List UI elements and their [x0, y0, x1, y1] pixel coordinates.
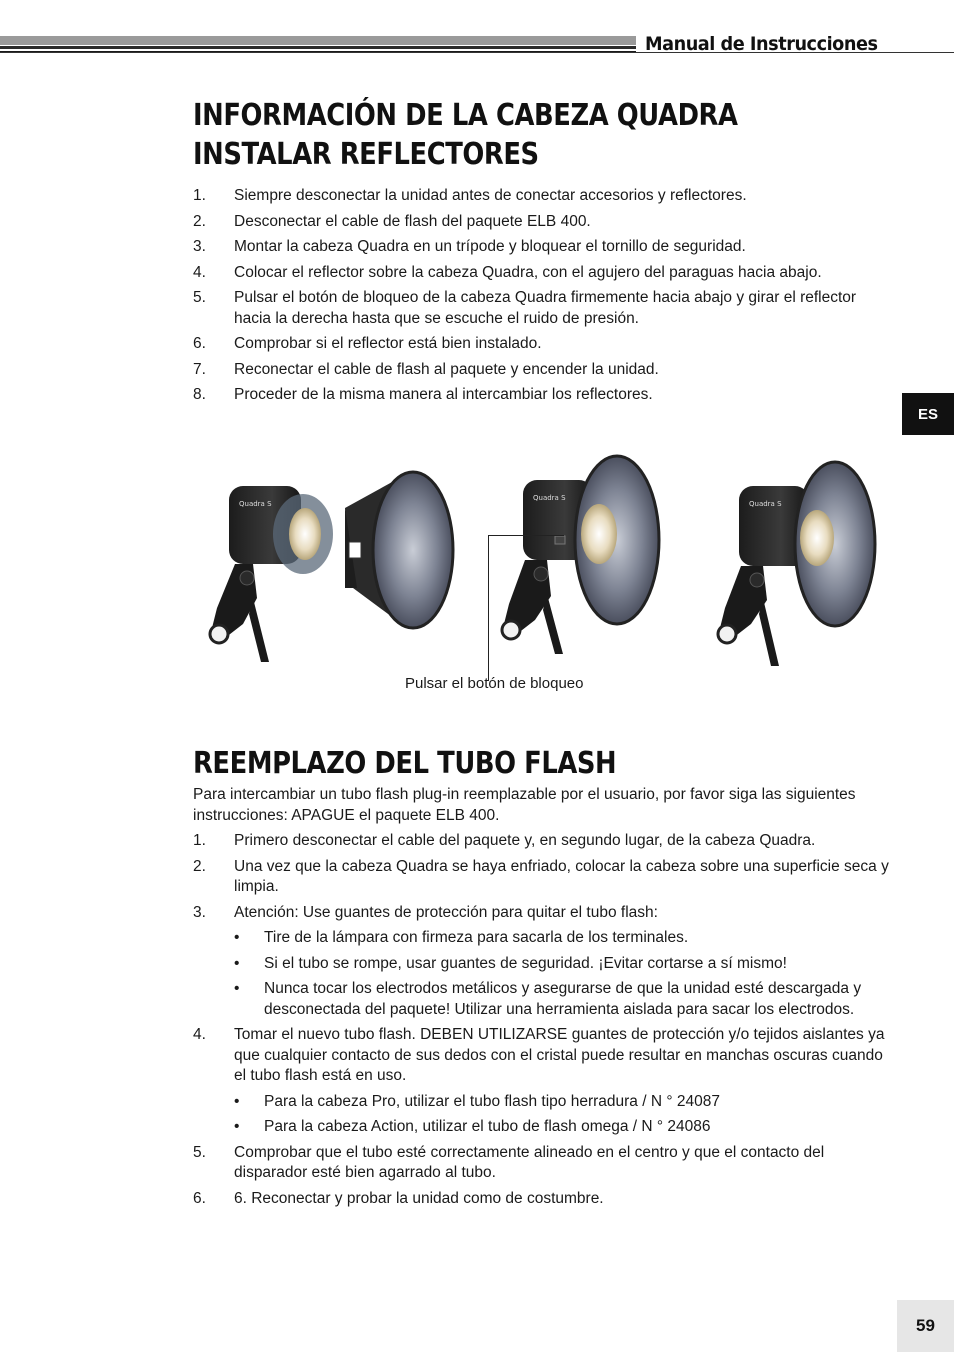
step-number: 2. — [193, 212, 206, 230]
step-text: Primero desconectar el cable del paquete y, en segundo lugar, de la cabeza Quadra. — [234, 832, 816, 849]
bullet-item: • Si el tubo se rompe, usar guantes de seguridad. ¡Evitar cortarse a sí mismo! — [234, 954, 787, 972]
bullet-item: • Tire de la lámpara con firmeza para sacarla de los terminales. — [234, 929, 689, 946]
step-text: Proceder de la misma manera al intercambiar los reflectores. — [234, 386, 653, 403]
header-title: Manual de Instrucciones — [645, 33, 878, 55]
step-text: Comprobar que el tubo esté correctamente alineado en el centro y que el contacto del disparador esté bien agarrado al tubo. — [234, 1143, 825, 1181]
step-number: 6. — [193, 335, 206, 352]
list-item — [193, 334, 893, 355]
section1-title-line2: INSTALAR REFLECTORES — [193, 137, 539, 172]
section2-steps — [193, 831, 893, 1214]
callout-line — [488, 535, 564, 536]
bullet-item: • Nunca tocar los electrodos metálicos y asegurarse de que la unidad esté descargada y desconectada del paquete! Utilizar una herramienta aislada para sacar los electrodos. — [234, 980, 862, 1018]
page-number: 59 — [897, 1300, 954, 1352]
step-text: Una vez que la cabeza Quadra se haya enfriado, colocar la cabeza sobre una superficie seca y limpia. — [234, 857, 889, 895]
step-text: Pulsar el botón de bloqueo de la cabeza Quadra firmemente hacia abajo y girar el reflector hacia la derecha hasta que se escuche el ruido de presión. — [234, 289, 857, 327]
step-text: Desconectar el cable de flash del paquete ELB 400. — [234, 212, 591, 230]
header-bars — [0, 36, 636, 53]
step-text: Montar la cabeza Quadra en un trípode y bloquear el tornillo de seguridad. — [234, 238, 746, 255]
section1-steps — [193, 186, 893, 411]
list-item — [193, 186, 893, 207]
step-number: 4. — [193, 263, 206, 281]
section1-title-line1: INFORMACIÓN DE LA CABEZA QUADRA — [193, 98, 738, 133]
list-item — [193, 385, 893, 406]
bullet-list — [234, 928, 893, 1020]
list-item — [193, 1143, 893, 1184]
list-item — [193, 1189, 893, 1210]
head-label: Quadra S — [533, 494, 566, 502]
step-number: 5. — [193, 289, 206, 306]
language-tab: ES — [902, 393, 954, 435]
step-text: Colocar el reflector sobre la cabeza Quadra, con el agujero del paraguas hacia abajo. — [234, 263, 822, 281]
flash-head-1 — [210, 486, 333, 662]
step-number: 1. — [193, 832, 206, 849]
step-text: Tomar el nuevo tubo flash. DEBEN UTILIZARSE guantes de protección y/o tejidos aislantes ya que cualquier contacto de sus dedos con el cristal puede resultar en manchas oscuras cuando el tubo flash está en uso. — [234, 1026, 885, 1084]
step-text: 6. Reconectar y probar la unidad como de costumbre. — [234, 1189, 604, 1207]
flash-head-3 — [718, 462, 875, 666]
head-label: Quadra S — [749, 500, 782, 508]
step-text: Siempre desconectar la unidad antes de conectar accesorios y reflectores. — [234, 187, 747, 204]
list-item — [193, 237, 893, 258]
step-number: 8. — [193, 386, 206, 403]
list-item — [193, 212, 893, 233]
bullet-item: • Para la cabeza Pro, utilizar el tubo flash tipo herradura / N ° 24087 — [234, 1092, 720, 1110]
flash-head-2 — [502, 456, 659, 654]
step-number: 2. — [193, 857, 206, 875]
bullet-text: Tire de la lámpara con firmeza para sacarla de los terminales. — [264, 929, 689, 946]
step-number: 3. — [193, 238, 206, 255]
bullet-text: Para la cabeza Action, utilizar el tubo de flash omega / N ° 24086 — [264, 1118, 711, 1135]
step-number: 3. — [193, 903, 206, 921]
bullet-text: Para la cabeza Pro, utilizar el tubo flash tipo herradura / N ° 24087 — [264, 1092, 720, 1110]
step-text: Comprobar si el reflector está bien instalado. — [234, 335, 542, 352]
step-number: 5. — [193, 1143, 206, 1161]
bullet-text: Nunca tocar los electrodos metálicos y asegurarse de que la unidad esté descargada y desconectada del paquete! Utilizar una herramienta aislada para sacar los electrodos. — [264, 980, 862, 1018]
step-number: 7. — [193, 360, 206, 378]
list-item — [193, 903, 893, 1021]
list-item — [193, 360, 893, 381]
step-number: 6. — [193, 1189, 206, 1207]
section2-title: REEMPLAZO DEL TUBO FLASH — [193, 746, 617, 781]
list-item — [193, 857, 893, 898]
step-text: Reconectar el cable de flash al paquete y encender la unidad. — [234, 360, 659, 378]
list-item — [193, 263, 893, 284]
reflector-installation-figure — [195, 448, 895, 678]
step-number: 4. — [193, 1026, 206, 1043]
list-item — [193, 831, 893, 852]
bullet-item: • Para la cabeza Action, utilizar el tubo de flash omega / N ° 24086 — [234, 1118, 711, 1135]
step-number: 1. — [193, 187, 206, 204]
list-item — [193, 1025, 893, 1138]
head-label: Quadra S — [239, 500, 272, 508]
step-text: Atención: Use guantes de protección para quitar el tubo flash: — [234, 903, 658, 921]
bullet-text: Si el tubo se rompe, usar guantes de seguridad. ¡Evitar cortarse a sí mismo! — [264, 954, 787, 972]
list-item — [193, 288, 893, 329]
figure-caption: Pulsar el botón de bloqueo — [405, 675, 584, 692]
callout-line — [488, 535, 489, 681]
section2-intro: Para intercambiar un tubo flash plug-in reemplazable por el usuario, por favor siga las siguientes instrucciones: APAGUE el paquete ELB 400. — [193, 786, 856, 824]
reflector-detached — [345, 472, 453, 629]
bullet-list — [234, 1092, 893, 1138]
